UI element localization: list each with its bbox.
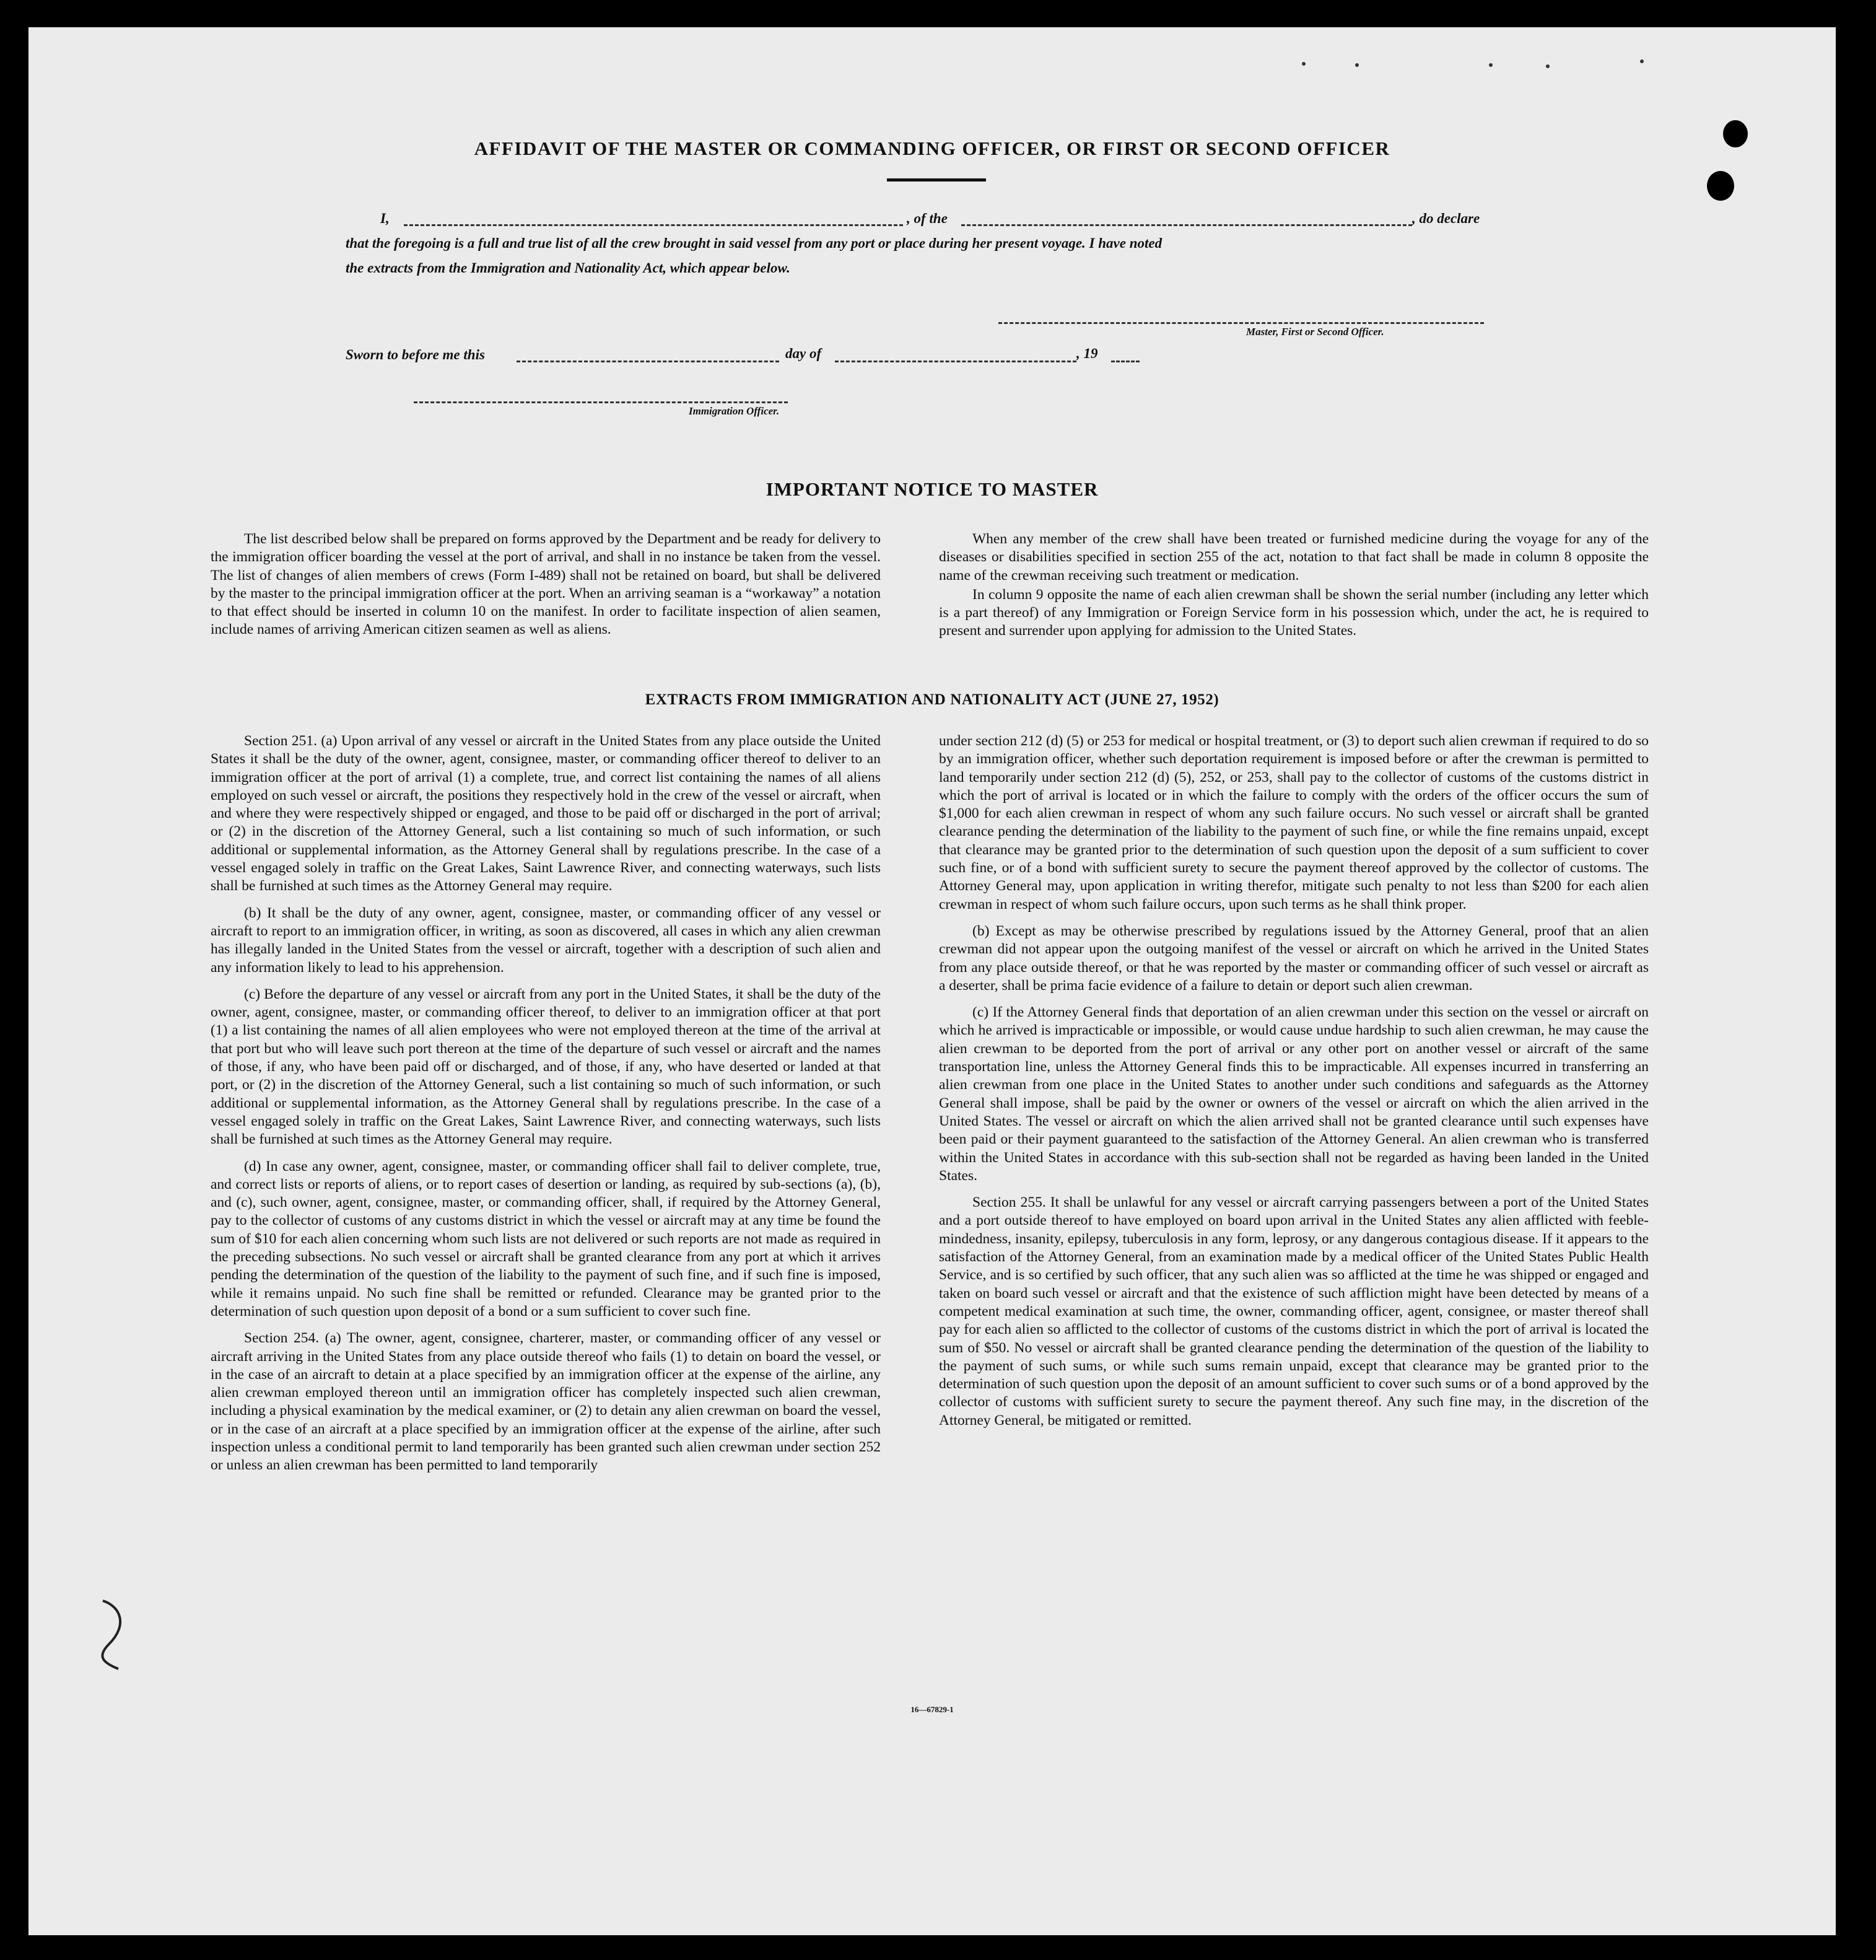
speck <box>1302 62 1306 66</box>
vessel-field[interactable] <box>961 224 1412 226</box>
affidavit-title: AFFIDAVIT OF THE MASTER OR COMMANDING OFFICER, OR FIRST OR SECOND OFFICER <box>474 138 1390 159</box>
immigration-officer-caption: Immigration Officer. <box>689 405 780 417</box>
name-field[interactable] <box>404 224 903 226</box>
notice-paragraph: When any member of the crew shall have been treated or furnished medicine during the voyage for any of the diseases or disabilities specified in section 255 of the act, notation to that fact shall be made in column 8 opposite the name of the crewman receiving such treatment or medication. <box>939 531 1649 584</box>
immigration-officer-signature-field[interactable] <box>414 401 788 403</box>
handwritten-mark <box>59 1595 146 1681</box>
of-the-label: , of the <box>907 211 948 226</box>
statute-paragraph: (b) Except as may be otherwise prescribed by regulations issued by the Attorney General, proof that an alien crewman did not appear upon the outgoing manifest of the vessel or aircraft on which he arrived in the United States from any place outside thereof, or that he was reported by the master or commanding officer of such vessel or aircraft as a deserter, shall be prima facie evidence of a failure to detain or deport such alien crewman. <box>939 922 1649 994</box>
statute-paragraph: Section 254. (a) The owner, agent, consignee, charterer, master, or commanding officer of any vessel or aircraft arriving in the United States from any place outside thereof who fails (1) to detain on board the vessel, or in the case of an aircraft to detain at a place specified by an immigration officer at the expense of the airline, any alien crewman employed thereon until an immigration officer has completely inspected such alien crewman, including a physical examination by the medical examiner, or (2) to detain any alien crewman on board the vessel, or in the case of an aircraft at a place specified by an immigration officer at the expense of the airline, after such inspection unless a conditional permit to land temporarily has been granted such alien crewman under section 252 or unless an alien crewman has been permitted to land temporarily <box>211 1330 881 1474</box>
punch-hole <box>1707 171 1734 201</box>
statute-paragraph: (b) It shall be the duty of any owner, agent, consignee, master, or commanding officer of any vessel or aircraft to report to an immigration officer, in writing, as soon as discovered, all cases in which any alien crewman has illegally landed in the United States from the vessel or aircraft, together with a description of such alien and any information likely to lead to his apprehension. <box>211 904 881 976</box>
form-number: 16—67829-1 <box>910 1705 954 1714</box>
affidavit-i-label: I, <box>380 211 390 226</box>
statute-paragraph: under section 212 (d) (5) or 253 for medical or hospital treatment, or (3) to deport such alien crewman if required to do so by an immigration officer, whether such deportation requirement is imposed before or after the crewman is permitted to land temporarily under section 212 (d) (5), 252, or 253, shall pay to the collector of customs of the customs district in which the port of arrival is located or in which the failure to comply with the orders of the officer occurs the sum of $1,000 for each alien crewman in respect of whom any such failure occurs. No such vessel or aircraft shall be granted clearance pending the determination of the liability to the payment of such fine, or while the fine remains unpaid, except that clearance may be granted prior to the determination of such question upon the deposit of a sum sufficient to cover such fine, or of a bond with sufficient surety to secure the payment thereof approved by the collector of customs. The Attorney General may, upon application in writing therefor, mitigate such penalty to not less than $200 for each alien crewman in respect of whom such failure occurs, upon such terms as he shall think proper. <box>939 733 1649 912</box>
affidavit-statement-cont: the extracts from the Immigration and Nationality Act, which appear below. <box>346 260 790 276</box>
extracts-right-column <box>939 732 1649 1438</box>
statute-paragraph: (d) In case any owner, agent, consignee, master, or commanding officer shall fail to deliver complete, true, and correct lists or reports of aliens, or to report cases of desertion or landing, as required by sub-sections (a), (b), and (c), such owner, agent, consignee, master, or commanding officer, shall, if required by the Attorney General, pay to the collector of customs of any customs district in which the vessel or aircraft may at any time be found the sum of $10 for each alien concerning whom such lists are not delivered or such reports are not made as required in the preceding subsections. No such vessel or aircraft shall be granted clearance from any port at which it arrives pending the determination of the question of the liability to the payment of such fine, and if such fine is imposed, while it remains unpaid. No such fine shall be remitted or refunded. Clearance may be granted prior to the determination of such question upon deposit of a bond or a sum sufficient to cover such fine. <box>211 1158 881 1319</box>
notice-paragraph: In column 9 opposite the name of each alien crewman shall be shown the serial number (including any letter which is a part thereof) of any Immigration or Foreign Service form in his possession which, under the act, he is required to present and surrender upon applying for admission to the United States. <box>939 586 1649 639</box>
notice-left-column <box>211 530 881 648</box>
year-label: , 19 <box>1076 346 1098 361</box>
document-page <box>28 27 1836 1935</box>
speck <box>1489 63 1493 67</box>
do-declare-label: , do declare <box>1412 211 1480 226</box>
statute-paragraph: Section 251. (a) Upon arrival of any vessel or aircraft in the United States from any place outside the United States it shall be the duty of the owner, agent, consignee, master, or commanding officer thereof to deliver to an immigration officer at the port of arrival (1) a complete, true, and correct list containing the names of all aliens employed on such vessel or aircraft, the positions they respectively hold in the crew of the vessel or aircraft, when and where they were respectively shipped or engaged, and those to be paid off or discharged in the port of arrival; or (2) in the discretion of the Attorney General, such a list containing so much of such information, or such additional or supplemental information, as the Attorney General shall by regulations prescribe. In the case of a vessel engaged solely in traffic on the Great Lakes, Saint Lawrence River, and connecting waterways, such lists shall be furnished at such times as the Attorney General may require. <box>211 733 881 895</box>
sworn-month-field[interactable] <box>835 361 1076 362</box>
day-of-label: day of <box>785 346 822 361</box>
master-signature-field[interactable] <box>998 322 1484 324</box>
statute-paragraph: Section 255. It shall be unlawful for any vessel or aircraft carrying passengers between a port of the United States and a port outside thereof to have employed on board upon arrival in the United States any alien afflicted with feeble-mindedness, insanity, epilepsy, tuberculosis in any form, leprosy, or any dangerous contagious disease. If it appears to the satisfaction of the Attorney General, from an examination made by a medical officer of the United States Public Health Service, and is so certified by such officer, that any such alien was so afflicted at the time he was shipped or engaged and taken on board such vessel or aircraft and that the existence of such affliction might have been detected by means of a competent medical examination at such time, the owner, commanding officer, agent, consignee, or master thereof shall pay for each alien so afflicted to the collector of customs of the customs district in which the port of arrival is located the sum of $50. No vessel or aircraft shall be granted clearance pending the determination of the question of the liability to the payment of such sums, or while such sums remain unpaid, except that clearance may be granted prior to the determination of such question upon the deposit of an amount sufficient to cover such sums or of a bond approved by the collector of customs with sufficient surety to secure the payment thereof. Any such fine may, in the discretion of the Attorney General, be mitigated or remitted. <box>939 1194 1649 1428</box>
affidavit-statement: that the foregoing is a full and true list of all the crew brought in said vessel from any port or place during her present voyage. I have noted <box>346 235 1163 251</box>
statute-paragraph: (c) Before the departure of any vessel or aircraft from any port in the United States, it shall be the duty of the owner, agent, consignee, master, or commanding officer thereof, to deliver to an immigration officer at that port (1) a list containing the names of all alien employees who were not employed thereon at the time of the arrival at that port but who will leave such port thereon at the time of the departure of such vessel or aircraft and the names of those, if any, who have been paid off or discharged, and of those, if any, who have deserted or landed at that port, or (2) in the discretion of the Attorney General, such a list containing so much of such information, or such additional or supplemental information, as the Attorney General shall by regulations prescribe. In the case of a vessel engaged solely in traffic on the Great Lakes, Saint Lawrence River, and connecting waterways, such lists shall be furnished at such times as the Attorney General may require. <box>211 986 881 1148</box>
title-rule <box>887 178 986 182</box>
statute-paragraph: (c) If the Attorney General finds that deportation of an alien crewman under this section on the vessel or aircraft on which he arrived is impracticable or impossible, or would cause undue hardship to such alien crewman, he may cause the alien crewman to be deported from the port of arrival or any other port on another vessel or aircraft of the same transportation line, unless the Attorney General finds this to be impracticable. All expenses incurred in transferring an alien crewman from one place in the United States to another under such conditions and safeguards as the Attorney General shall impose, shall be paid by the owner or owners of the vessel or aircraft on which the alien arrived in the United States. The vessel or aircraft on which the alien arrived shall not be granted clearance until such expenses have been paid or their payment guaranteed to the satisfaction of the Attorney General. An alien crewman who is transferred within the United States in accordance with this sub-section shall not be regarded as having been landed in the United States. <box>939 1004 1649 1184</box>
extracts-left-column <box>211 732 881 1484</box>
speck <box>1546 64 1550 68</box>
sworn-day-field[interactable] <box>517 361 779 362</box>
speck <box>1355 63 1359 67</box>
sworn-label: Sworn to before me this <box>346 347 485 362</box>
extracts-title: EXTRACTS FROM IMMIGRATION AND NATIONALITY ACT (JUNE 27, 1952) <box>645 691 1219 708</box>
notice-right-column <box>939 530 1649 649</box>
sworn-year-field[interactable] <box>1111 361 1140 362</box>
master-signature-caption: Master, First or Second Officer. <box>1246 326 1384 338</box>
speck <box>1640 59 1644 63</box>
notice-paragraph: The list described below shall be prepared on forms approved by the Department and be ready for delivery to the immigration officer boarding the vessel at the port of arrival, and shall in no instance be taken from the vessel. The list of changes of alien members of crews (Form I-489) shall not be retained on board, but shall be delivered by the master to the principal immigration officer at the port. When an arriving seaman is a “workaway” a notation to that effect should be inserted in column 10 on the manifest. In order to facilitate inspection of alien seamen, include names of arriving American citizen seamen as well as aliens. <box>211 531 881 638</box>
notice-title: IMPORTANT NOTICE TO MASTER <box>766 478 1099 500</box>
